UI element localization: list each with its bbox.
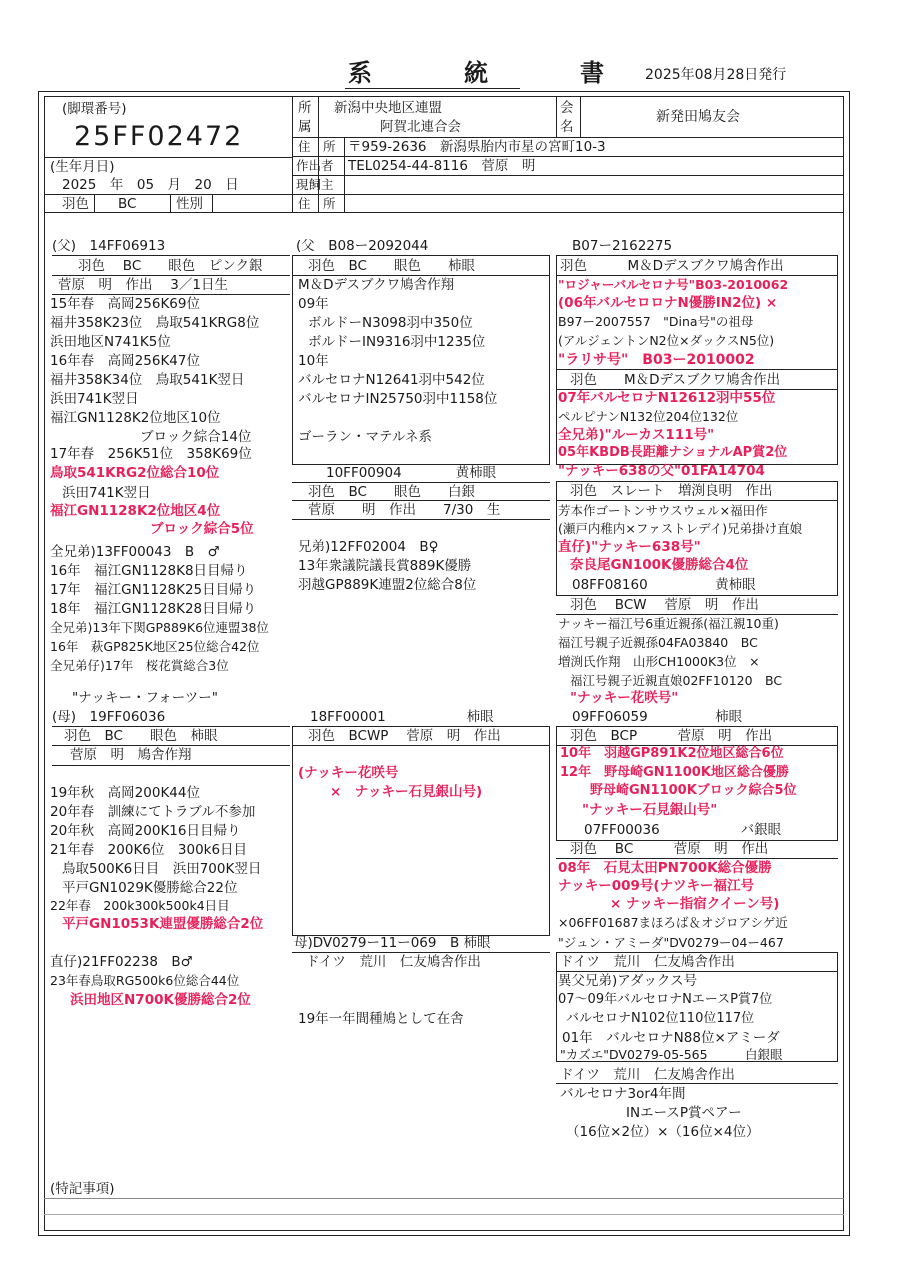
sd-sire-pedigree: 芳本作ゴートンサウスウェル×福田作 — [558, 503, 768, 518]
dd-dam-record: バルセロナ3or4年間 — [560, 1086, 686, 1102]
ring-number: 25FF02472 — [74, 121, 244, 152]
dam-record: 鳥取500K6日目 浜田700K翌日 — [62, 861, 262, 877]
granddam-sibling: 羽越GP889K連盟2位総合8位 — [298, 577, 477, 593]
address-label: 住 所 — [298, 139, 336, 154]
dam-nickname: "ナッキー・フォーツー" — [72, 690, 218, 706]
club-label-1: 会 — [560, 100, 574, 116]
dam-grandsire-color: 羽色 BCWP 菅原 明 作出 — [308, 728, 501, 744]
dd-dam-record: INエースP賞ペアー — [626, 1105, 742, 1121]
grandsire-loft: M＆Dデスブクワ鳩舎作翔 — [298, 277, 455, 293]
dam-offspring: 23年春鳥取RG500k6位総合44位 — [50, 973, 240, 988]
dam-grandsire-color-line — [292, 745, 550, 746]
dam-granddam-note: 19年一年間種鳩として在舎 — [298, 1011, 464, 1027]
grandsire-color: 羽色 BC 眼色 柿眼 — [308, 258, 475, 274]
club-divider-2 — [580, 96, 581, 137]
great-grandsire-pedigree: (アルジェントンN2位×ダックスN5位) — [558, 333, 775, 348]
header-row-line-4 — [292, 194, 844, 195]
color-cell-divider-3 — [212, 194, 213, 212]
sire-sibling: 17年 福江GN1128K25日目帰り — [50, 582, 257, 598]
sd-dam-pedigree: 福江号親子近親直娘02FF10120 BC — [570, 673, 783, 688]
granddam-sibling: 13年衆議院議長賞889K優勝 — [298, 558, 472, 574]
col3-line-4 — [556, 500, 838, 501]
ds-dam-record: ナッキー009号(ナツキー福江号 — [558, 878, 754, 894]
granddam-line-3 — [292, 519, 550, 520]
affiliation-label-2: 属 — [298, 119, 312, 135]
dam-grandsire-ring: 18FF00001 柿眼 — [310, 709, 494, 725]
sire-ring: (父) 14FF06913 — [52, 238, 166, 254]
dam-grandsire-box — [292, 726, 550, 936]
great-grandsire-ring: B07ー2162275 — [572, 238, 673, 254]
sd-dam-ring: 08FF08160 黄柿眼 — [572, 577, 756, 593]
dam-highlight-record: 浜田地区N700K優勝総合2位 — [70, 992, 251, 1008]
owner-label: 現飼主 — [296, 177, 334, 192]
granddam-color: 羽色 BC 眼色 白銀 — [308, 484, 475, 500]
sire-highlight-record: ブロック綜合5位 — [150, 521, 254, 537]
document-title: 系 統 書 — [348, 59, 638, 87]
granddam-ring: 10FF00904 黄柿眼 — [326, 465, 497, 481]
sire-record: 16年春 高岡256K47位 — [50, 353, 200, 369]
club-label-2: 名 — [560, 119, 574, 135]
sire-record: 福江GN1128K2位地区10位 — [50, 410, 221, 426]
birth-date: 2025 年 05 月 20 日 — [62, 177, 239, 193]
grandsire-record: 09年 — [298, 296, 329, 312]
dam-grandsire-pedigree: (ナッキー花咲号 — [298, 765, 399, 781]
dam-breeder: 菅原 明 鳩舎作翔 — [70, 747, 192, 763]
sire-record: 浜田741K翌日 — [62, 485, 151, 501]
remarks-line-1 — [44, 1198, 844, 1199]
sire-record: 福井358K23位 鳥取541KRG8位 — [50, 315, 260, 331]
great-granddam-record: ペルピナンN132位204位132位 — [558, 409, 739, 424]
grandsire-record: ボルドーN3098羽中350位 — [308, 315, 473, 331]
dd-sire-ring: "ジュン・アミーダ"DV0279ー04ー467 — [558, 935, 784, 950]
header-row-line-3 — [292, 175, 844, 176]
dam-record: 平戸GN1029K優勝総合22位 — [62, 880, 238, 896]
grandsire-record: 10年 — [298, 353, 329, 369]
ds-sire-record: 野母崎GN1100Kブロック綜合5位 — [590, 783, 797, 798]
great-granddam-sibling: 全兄弟)"ルーカス111号" — [558, 427, 715, 443]
sex-label: 性別 — [176, 196, 203, 212]
great-granddam-name — [558, 351, 755, 369]
sire-record: 浜田地区N741K5位 — [50, 334, 171, 350]
dd-sire-sibling: 異父兄弟)アダックス号 — [558, 973, 698, 989]
remarks-label: (特記事項) — [50, 1181, 115, 1197]
sire-underline-1 — [52, 255, 290, 256]
dam-granddam-breeder: ドイツ 荒川 仁友鳩舎作出 — [306, 954, 481, 970]
dd-dam-record: （16位×2位）×（16位×4位） — [566, 1124, 760, 1140]
dam-underline-3 — [52, 765, 290, 766]
granddam-breeder: 菅原 明 作出 7/30 生 — [308, 502, 501, 518]
great-granddam-name-text: "ラリサ号" B03ー2010002 — [558, 352, 755, 368]
ds-dam-record: 08年 石見太田PN700K総合優勝 — [558, 860, 772, 876]
sd-dam-pedigree: 増渕氏作翔 山形CH1000K3位 × — [558, 654, 760, 669]
ds-sire-record: 10年 羽越GP891K2位地区総合6位 — [560, 746, 784, 761]
great-grandsire-pedigree: "ロジャーバルセロナ号"B03-2010062 — [558, 277, 789, 292]
club-name: 新発田鳩友会 — [656, 109, 740, 125]
color-value: BC — [118, 196, 137, 212]
color-label: 羽色 — [62, 196, 89, 212]
color-cell-divider-2 — [170, 194, 171, 212]
great-grandsire-pedigree: (06年バルセロロナN優勝IN2位) × — [558, 295, 778, 311]
grandsire-ring: (父 B08ー2092044 — [296, 238, 429, 254]
sd-dam-pedigree: ナッキー福江号6重近親孫(福江親10重) — [558, 616, 779, 631]
sd-sire-name: "ナッキー638の父"01FA14704 — [558, 463, 765, 479]
sd-sire-offspring: 奈良尾GN100K優勝総合4位 — [570, 557, 749, 573]
sire-record: 浜田741K翌日 — [50, 391, 139, 407]
dam-highlight-record: 平戸GN1053K連盟優勝総合2位 — [62, 916, 264, 932]
affiliation-line-2: 阿賀北連合会 — [380, 119, 461, 135]
affiliation-label-1: 所 — [298, 100, 312, 116]
great-granddam-sibling: 05年KBDB長距離ナショナルAP賞2位 — [558, 445, 788, 460]
great-granddam-record: 07年バルセロナN12612羽中55位 — [558, 390, 776, 406]
address-value: 〒959-2636 新潟県胎内市星の宮町10-3 — [348, 139, 606, 155]
dam-granddam-ring: 母)DV0279ー11ー069 B 柿眼 — [294, 935, 491, 951]
dd-dam-breeder: ドイツ 荒川 仁友鳩舎作出 — [560, 1067, 735, 1083]
sire-sibling: 18年 福江GN1128K28日目帰り — [50, 601, 257, 617]
great-granddam-loft: 羽色 M＆Dデスブクワ鳩舎作出 — [570, 372, 781, 388]
sd-dam-pedigree: 福江号親子近親孫04FA03840 BC — [558, 635, 758, 650]
sire-sibling: 全兄弟仔)17年 桜花賞総合3位 — [50, 658, 229, 673]
grandsire-record: ボルドーIN9316羽中1235位 — [308, 334, 486, 350]
sire-record: 17年春 256K51位 358K69位 — [50, 446, 252, 462]
ds-dam-ring: 07FF00036 バ銀眼 — [584, 822, 782, 838]
affiliation-line-1: 新潟中央地区連盟 — [334, 100, 442, 116]
ring-number-label: (脚環番号) — [62, 101, 127, 117]
sire-record: ブロック綜合14位 — [140, 429, 252, 445]
granddam-sibling: 兄弟)12FF02004 B♀ — [298, 539, 439, 555]
header-bottom-line — [44, 212, 844, 213]
dam-record: 20年秋 高岡200K16日目帰り — [50, 823, 241, 839]
ds-dam-color: 羽色 BC 菅原 明 作出 — [570, 841, 769, 857]
dam-record: 19年秋 高岡200K44位 — [50, 785, 200, 801]
ds-sire-ring: 09FF06059 柿眼 — [572, 709, 743, 725]
grandsire-record: バルセロナN12641羽中542位 — [298, 372, 485, 388]
grandsire-record: バルセロナIN25750羽中1158位 — [298, 391, 498, 407]
grandsire-lineage: ゴーラン・マテルネ系 — [298, 429, 432, 445]
remarks-line-2 — [44, 1214, 844, 1215]
dd-sire-sibling: バルセロナN102位110位117位 — [566, 1011, 755, 1026]
dam-offspring: 直仔)21FF02238 B♂ — [50, 954, 193, 970]
col3-line-9 — [556, 1083, 838, 1084]
club-divider-1 — [556, 96, 557, 137]
ds-sire-name: "ナッキー花咲号" — [570, 690, 679, 706]
great-grandsire-loft: 羽色 M＆Dデスブクワ鳩舎作出 — [560, 258, 784, 274]
dd-sire-record: 01年 バルセロナN88位×アミーダ — [562, 1030, 780, 1046]
birth-date-label: (生年月日) — [50, 159, 115, 175]
author-value: TEL0254-44-8116 菅原 明 — [348, 158, 536, 174]
sire-highlight-record: 福江GN1128K2位地区4位 — [50, 503, 221, 519]
dd-sire-breeder: ドイツ 荒川 仁友鳩舎作出 — [560, 954, 735, 970]
issue-date: 2025年08月28日発行 — [645, 67, 787, 83]
dam-record: 21年春 200K6位 300k6日目 — [50, 842, 248, 858]
sd-sire-pedigree: (瀬戸内稚内×ファストレデイ)兄弟掛け直娘 — [558, 521, 803, 536]
dam-color: 羽色 BC 眼色 柿眼 — [64, 728, 218, 744]
dd-sire-sibling: 07～09年バルセロナNエースP賞7位 — [558, 992, 773, 1007]
sire-record: 15年春 高岡256K69位 — [50, 296, 200, 312]
ds-dam-record: × ナッキー指宿クイーン号) — [610, 896, 780, 912]
dd-dam-ring: "カズエ"DV0279-05-565 白銀眼 — [560, 1047, 783, 1062]
dam-record: 22年春 200k300k500k4日目 — [50, 898, 230, 913]
sire-sibling: 全兄弟)13年下関GP889K6位連盟38位 — [50, 620, 269, 635]
col3-line-2 — [556, 369, 838, 370]
dam-ring: (母) 19FF06036 — [52, 709, 166, 725]
ds-sire-record: 12年 野母崎GN1100K地区総合優勝 — [560, 765, 789, 780]
sd-dam-color: 羽色 BCW 菅原 明 作出 — [570, 597, 759, 613]
sire-sibling: 全兄弟)13FF00043 B ♂ — [50, 544, 220, 560]
color-cell-divider-1 — [94, 194, 95, 212]
owner-address-label: 住 所 — [298, 196, 336, 211]
dam-record: 20年春 訓練にてトラブル不参加 — [50, 804, 256, 820]
great-grandsire-pedigree: B97ー2007557 "Dina号"の祖母 — [558, 314, 754, 329]
sire-record: 福井358K34位 鳥取541K翌日 — [50, 372, 245, 388]
dam-grandsire-pedigree: × ナッキー石見銀山号) — [330, 784, 483, 800]
sd-sire-offspring: 直仔)"ナッキー638号" — [558, 539, 701, 555]
ds-dam-name: "ナッキー石見銀山号" — [582, 802, 718, 818]
ds-sire-color: 羽色 BCP 菅原 明 作出 — [570, 728, 773, 744]
ds-dam-pedigree: ×06FF01687まほろば＆オジロアシゲ近 — [558, 915, 788, 930]
sire-breeder: 菅原 明 作出 3／1日生 — [58, 277, 228, 293]
sire-highlight-record: 鳥取541KRG2位総合10位 — [50, 465, 220, 481]
sd-sire-color: 羽色 スレート 増渕良明 作出 — [570, 483, 773, 499]
title-underline — [345, 88, 520, 89]
sire-color: 羽色 BC 眼色 ピンク銀 — [78, 258, 263, 274]
sire-sibling: 16年 萩GP825K地区25位総合42位 — [50, 639, 260, 654]
sire-sibling: 16年 福江GN1128K8日目帰り — [50, 563, 248, 579]
author-label: 作出者 — [296, 158, 334, 173]
